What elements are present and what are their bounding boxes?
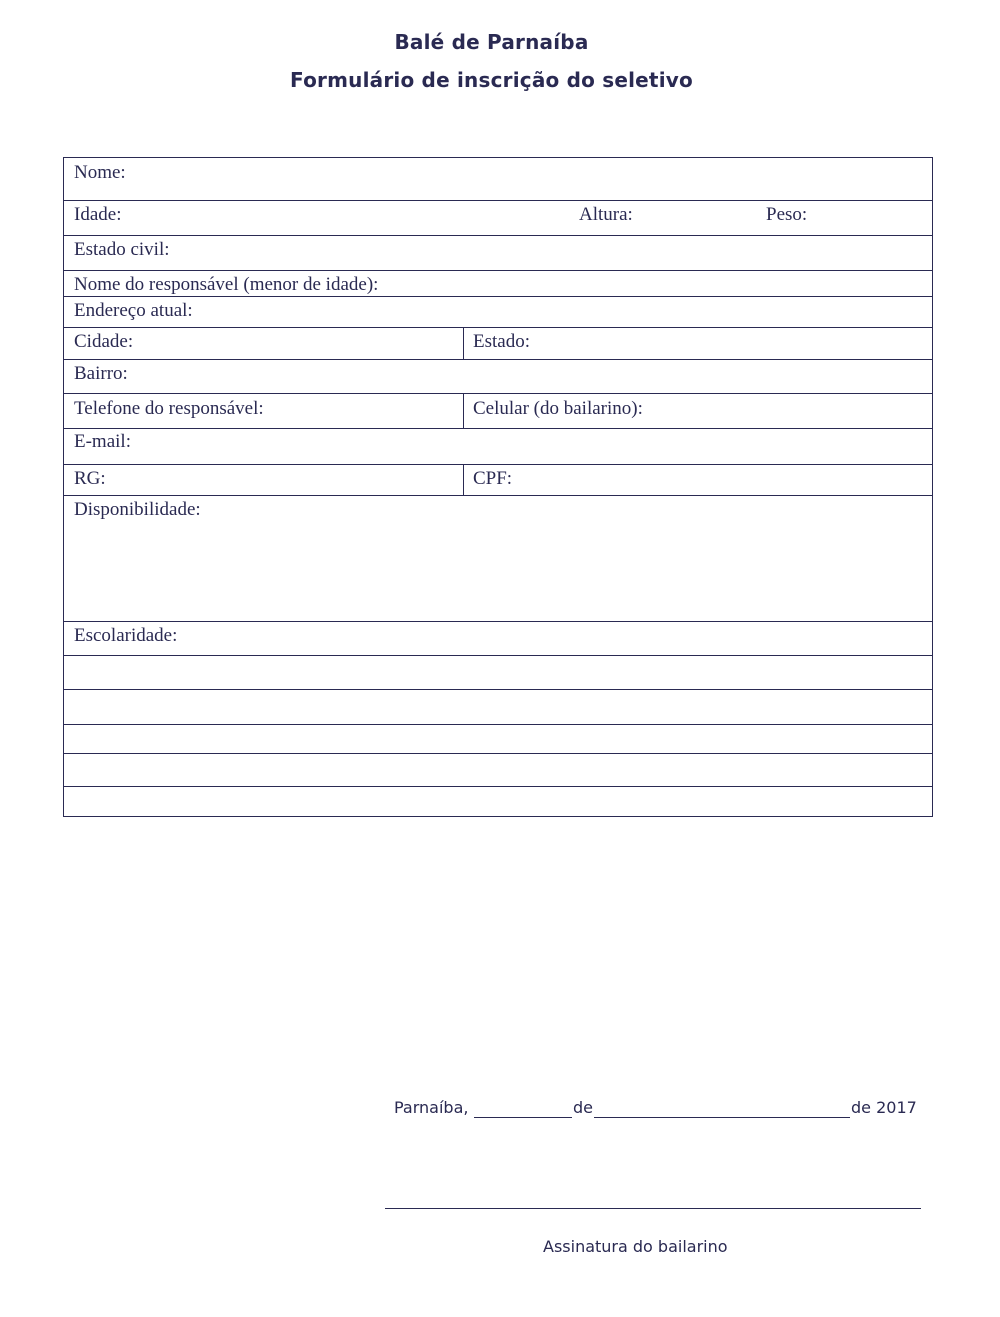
row-divider	[64, 724, 932, 725]
field-peso-label: Peso:	[766, 204, 808, 225]
field-altura-label: Altura:	[579, 204, 633, 225]
day-blank	[474, 1117, 572, 1118]
signature-label: Assinatura do bailarino	[543, 1237, 728, 1256]
row-divider	[64, 689, 932, 690]
field-rg-label: RG:	[74, 468, 106, 489]
field-idade-label: Idade:	[74, 204, 122, 225]
form-subtitle: Formulário de inscrição do seletivo	[290, 68, 693, 92]
field-endereco-label: Endereço atual:	[74, 300, 193, 321]
field-email-label: E-mail:	[74, 431, 131, 452]
row-divider	[64, 393, 932, 394]
row-divider	[64, 235, 932, 236]
row-divider	[64, 428, 932, 429]
row-divider	[64, 495, 932, 496]
row-divider	[64, 296, 932, 297]
row-divider	[64, 464, 932, 465]
field-cpf-label: CPF:	[473, 468, 513, 489]
column-divider	[463, 464, 464, 495]
row-divider	[64, 655, 932, 656]
row-divider	[64, 621, 932, 622]
field-nome-label: Nome:	[74, 162, 126, 183]
row-divider	[64, 200, 932, 201]
column-divider	[463, 393, 464, 428]
field-estado-civil-label: Estado civil:	[74, 239, 170, 260]
field-telefone-responsavel-label: Telefone do responsável:	[74, 398, 264, 419]
field-nome-responsavel-label: Nome do responsável (menor de idade):	[74, 274, 379, 295]
row-divider	[64, 270, 932, 271]
signature-line	[385, 1208, 921, 1209]
row-divider	[64, 786, 932, 787]
field-cidade-label: Cidade:	[74, 331, 134, 352]
field-escolaridade-label: Escolaridade:	[74, 625, 178, 646]
form-title: Balé de Parnaíba	[394, 30, 589, 54]
field-bairro-label: Bairro:	[74, 363, 128, 384]
row-divider	[64, 327, 932, 328]
month-blank	[594, 1117, 850, 1118]
date-de: de	[573, 1098, 593, 1117]
column-divider	[463, 327, 464, 359]
date-city: Parnaíba,	[394, 1098, 469, 1117]
date-year: de 2017	[851, 1098, 917, 1117]
row-divider	[64, 753, 932, 754]
registration-form-table	[63, 157, 933, 817]
row-divider	[64, 359, 932, 360]
field-celular-label: Celular (do bailarino):	[473, 398, 643, 419]
field-estado-label: Estado:	[473, 331, 530, 352]
field-disponibilidade-label: Disponibilidade:	[74, 499, 201, 520]
